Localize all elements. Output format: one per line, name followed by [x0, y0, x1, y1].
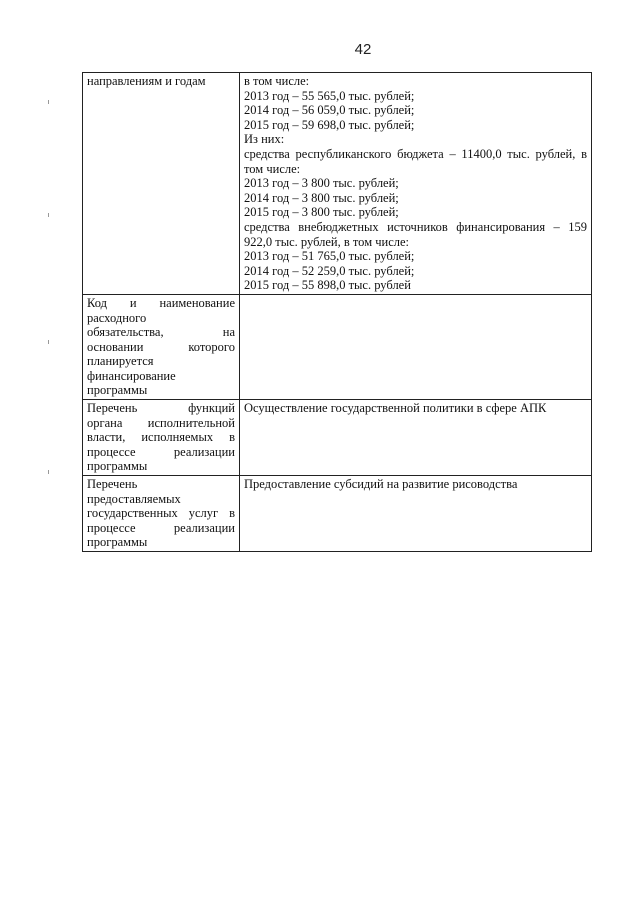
row-label-cell	[83, 73, 240, 295]
label-line: Перечень	[87, 477, 138, 492]
label-line: программы	[87, 535, 148, 550]
program-passport-table	[82, 72, 592, 552]
table-row	[83, 73, 592, 295]
margin-mark	[48, 213, 49, 217]
value-line: 922,0 тыс. рублей, в том числе:	[244, 234, 410, 249]
label-line: государственных услуг в	[87, 506, 235, 521]
label-line: процессе реализации	[87, 520, 235, 535]
value-line: 2013 год – 55 565,0 тыс. рублей;	[244, 88, 415, 103]
label-line: программы	[87, 459, 148, 474]
row-label-cell	[83, 476, 240, 552]
row-label-cell	[83, 294, 240, 399]
row-value-cell	[240, 400, 592, 476]
table-row	[83, 400, 592, 476]
label-line: Код и наименование	[87, 295, 235, 310]
page-number: 42	[354, 41, 372, 58]
value-line: 2013 год – 3 800 тыс. рублей;	[244, 176, 399, 191]
margin-mark	[48, 470, 49, 474]
value-line: в том числе:	[244, 74, 310, 88]
value-line: 2015 год – 55 898,0 тыс. рублей	[244, 278, 411, 293]
value-line: том числе:	[244, 161, 301, 176]
label-line: органа исполнительной	[87, 415, 235, 430]
value-line: 2013 год – 51 765,0 тыс. рублей;	[244, 249, 415, 264]
value-line: Предоставление субсидий на развитие рисоводства	[244, 477, 518, 492]
label-line: расходного	[87, 310, 147, 325]
label-line: власти, исполняемых в	[87, 430, 235, 445]
value-line: Из них:	[244, 132, 285, 147]
label-line: предоставляемых	[87, 491, 181, 506]
label-line: основании которого	[87, 339, 235, 354]
row-label-cell	[83, 400, 240, 476]
label-line: планируется	[87, 354, 154, 369]
value-line: 2014 год – 3 800 тыс. рублей;	[244, 190, 399, 205]
row-value-cell	[240, 476, 592, 552]
label-line: программы	[87, 383, 148, 398]
label-line: Перечень функций	[87, 401, 235, 416]
label-line: направлениям и годам	[87, 74, 206, 88]
value-line: средства внебюджетных источников финансирования – 159	[244, 219, 587, 234]
label-line: процессе реализации	[87, 444, 235, 459]
margin-mark	[48, 100, 49, 104]
label-line: финансирование	[87, 368, 176, 383]
value-line: 2014 год – 52 259,0 тыс. рублей;	[244, 263, 415, 278]
value-line: 2015 год – 59 698,0 тыс. рублей;	[244, 117, 415, 132]
margin-mark	[48, 340, 49, 344]
label-line: обязательства, на	[87, 325, 235, 340]
value-line: средства республиканского бюджета – 11400,0 тыс. рублей, в	[244, 146, 587, 161]
value-line: 2015 год – 3 800 тыс. рублей;	[244, 205, 399, 220]
row-value-cell	[240, 294, 592, 399]
value-line: Осуществление государственной политики в сфере АПК	[244, 401, 547, 416]
row-value-cell	[240, 73, 592, 295]
table-row	[83, 294, 592, 399]
table-row	[83, 476, 592, 552]
value-line: 2014 год – 56 059,0 тыс. рублей;	[244, 103, 415, 118]
